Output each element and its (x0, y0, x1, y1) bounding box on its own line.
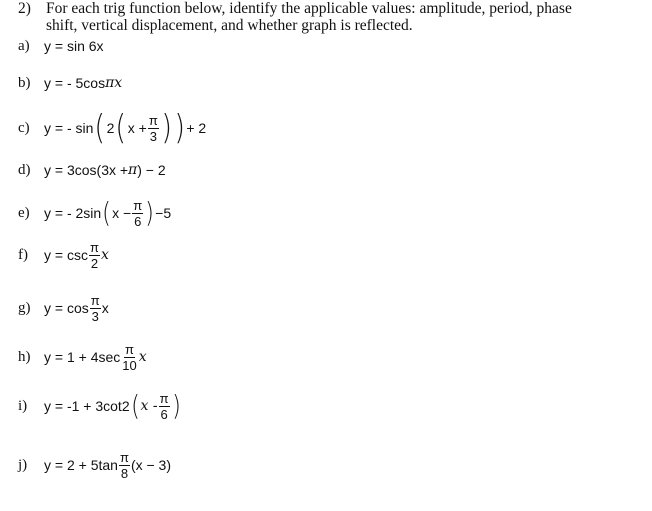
fraction-numerator: π (148, 112, 158, 128)
equation-lhs: y = - 5cos (44, 75, 106, 91)
coefficient: 2 (106, 120, 115, 136)
variable-x: x (100, 247, 109, 263)
fraction-denominator: 6 (134, 213, 142, 229)
problem-b (18, 63, 122, 103)
equation (44, 294, 109, 323)
equation (44, 389, 182, 422)
fraction-denominator: 3 (149, 128, 157, 144)
fraction (90, 294, 101, 323)
fraction-denominator: 10 (122, 357, 137, 373)
equation (44, 75, 122, 91)
fraction-numerator: π (119, 449, 129, 465)
variable-x: x (114, 75, 123, 91)
equation-lhs: y = - 2sin (44, 205, 102, 221)
fraction-numerator: π (125, 341, 134, 357)
equation-tail: −5 (155, 205, 172, 221)
equation-tail: ) − 2 (137, 162, 166, 178)
variable-x: x (138, 349, 147, 365)
question-text-line-1: For each trig function below, identify the applicable values: amplitude, period, phase (46, 0, 572, 17)
equation (44, 108, 207, 148)
problem-label: h) (18, 348, 31, 365)
pi-symbol: π (128, 162, 138, 178)
fraction (121, 343, 137, 372)
problem-g (18, 288, 109, 328)
problem-label: f) (18, 246, 28, 263)
fraction-numerator: π (159, 390, 169, 406)
variable-x: x (101, 300, 109, 316)
equation (44, 451, 171, 480)
equation-lhs: y = -1 + 3cot2 (44, 398, 130, 414)
equation-lhs: y = 1 + 4sec (44, 349, 121, 365)
variable-term: x - (140, 398, 158, 414)
equation (44, 196, 172, 229)
problem-label: e) (18, 204, 30, 221)
fraction (159, 392, 170, 421)
problem-label: b) (18, 74, 31, 91)
fraction (132, 199, 143, 228)
equation-lhs: y = cos (44, 300, 89, 316)
problem-i (18, 386, 182, 426)
equation-lhs: y = - sin (44, 120, 94, 136)
right-paren: ) (174, 108, 186, 148)
fraction (119, 451, 130, 480)
problem-f (18, 235, 109, 275)
equation-lhs: y = csc (44, 247, 88, 263)
equation-lhs: y = sin 6x (44, 38, 104, 54)
fraction (89, 241, 100, 270)
equation (44, 162, 166, 178)
variable-term: x + (127, 120, 147, 136)
pi-symbol: π (105, 75, 115, 91)
problem-label: j) (18, 456, 28, 473)
variable-term: x − (112, 205, 132, 221)
equation (44, 241, 109, 270)
question-header (18, 0, 648, 34)
fraction-denominator: 6 (160, 406, 168, 422)
problem-a (18, 26, 104, 66)
right-paren: ) (161, 108, 172, 148)
fraction-denominator: 3 (91, 308, 99, 324)
fraction (148, 114, 159, 143)
problem-label: c) (18, 119, 30, 136)
left-paren: ( (94, 108, 106, 148)
left-paren: ( (115, 108, 127, 148)
question-number: 2) (18, 0, 31, 17)
problem-e (18, 193, 171, 233)
problem-d (18, 150, 166, 190)
equation-tail: + 2 (186, 120, 207, 136)
fraction-numerator: π (89, 239, 99, 255)
problem-c (18, 108, 206, 148)
fraction-numerator: π (133, 197, 143, 213)
left-paren: ( (130, 389, 140, 422)
equation-tail: (x − 3) (130, 457, 172, 473)
right-paren: ) (171, 389, 181, 422)
fraction-numerator: π (90, 292, 100, 308)
problem-label: a) (18, 37, 30, 54)
fraction-denominator: 8 (120, 465, 129, 481)
left-paren: ( (102, 196, 112, 229)
problem-label: g) (18, 299, 31, 316)
question-text-line-2: shift, vertical displacement, and whether graph is reflected. (46, 17, 413, 34)
equation (44, 343, 147, 372)
equation-lhs: y = 2 + 5tan (44, 457, 118, 473)
problem-h (18, 337, 147, 377)
problem-label: i) (18, 397, 28, 414)
problem-label: d) (18, 161, 31, 178)
right-paren: ) (145, 196, 155, 229)
problem-j (18, 445, 171, 485)
equation-lhs: y = 3cos(3x + (44, 162, 129, 178)
equation (44, 38, 104, 54)
fraction-denominator: 2 (90, 255, 99, 271)
